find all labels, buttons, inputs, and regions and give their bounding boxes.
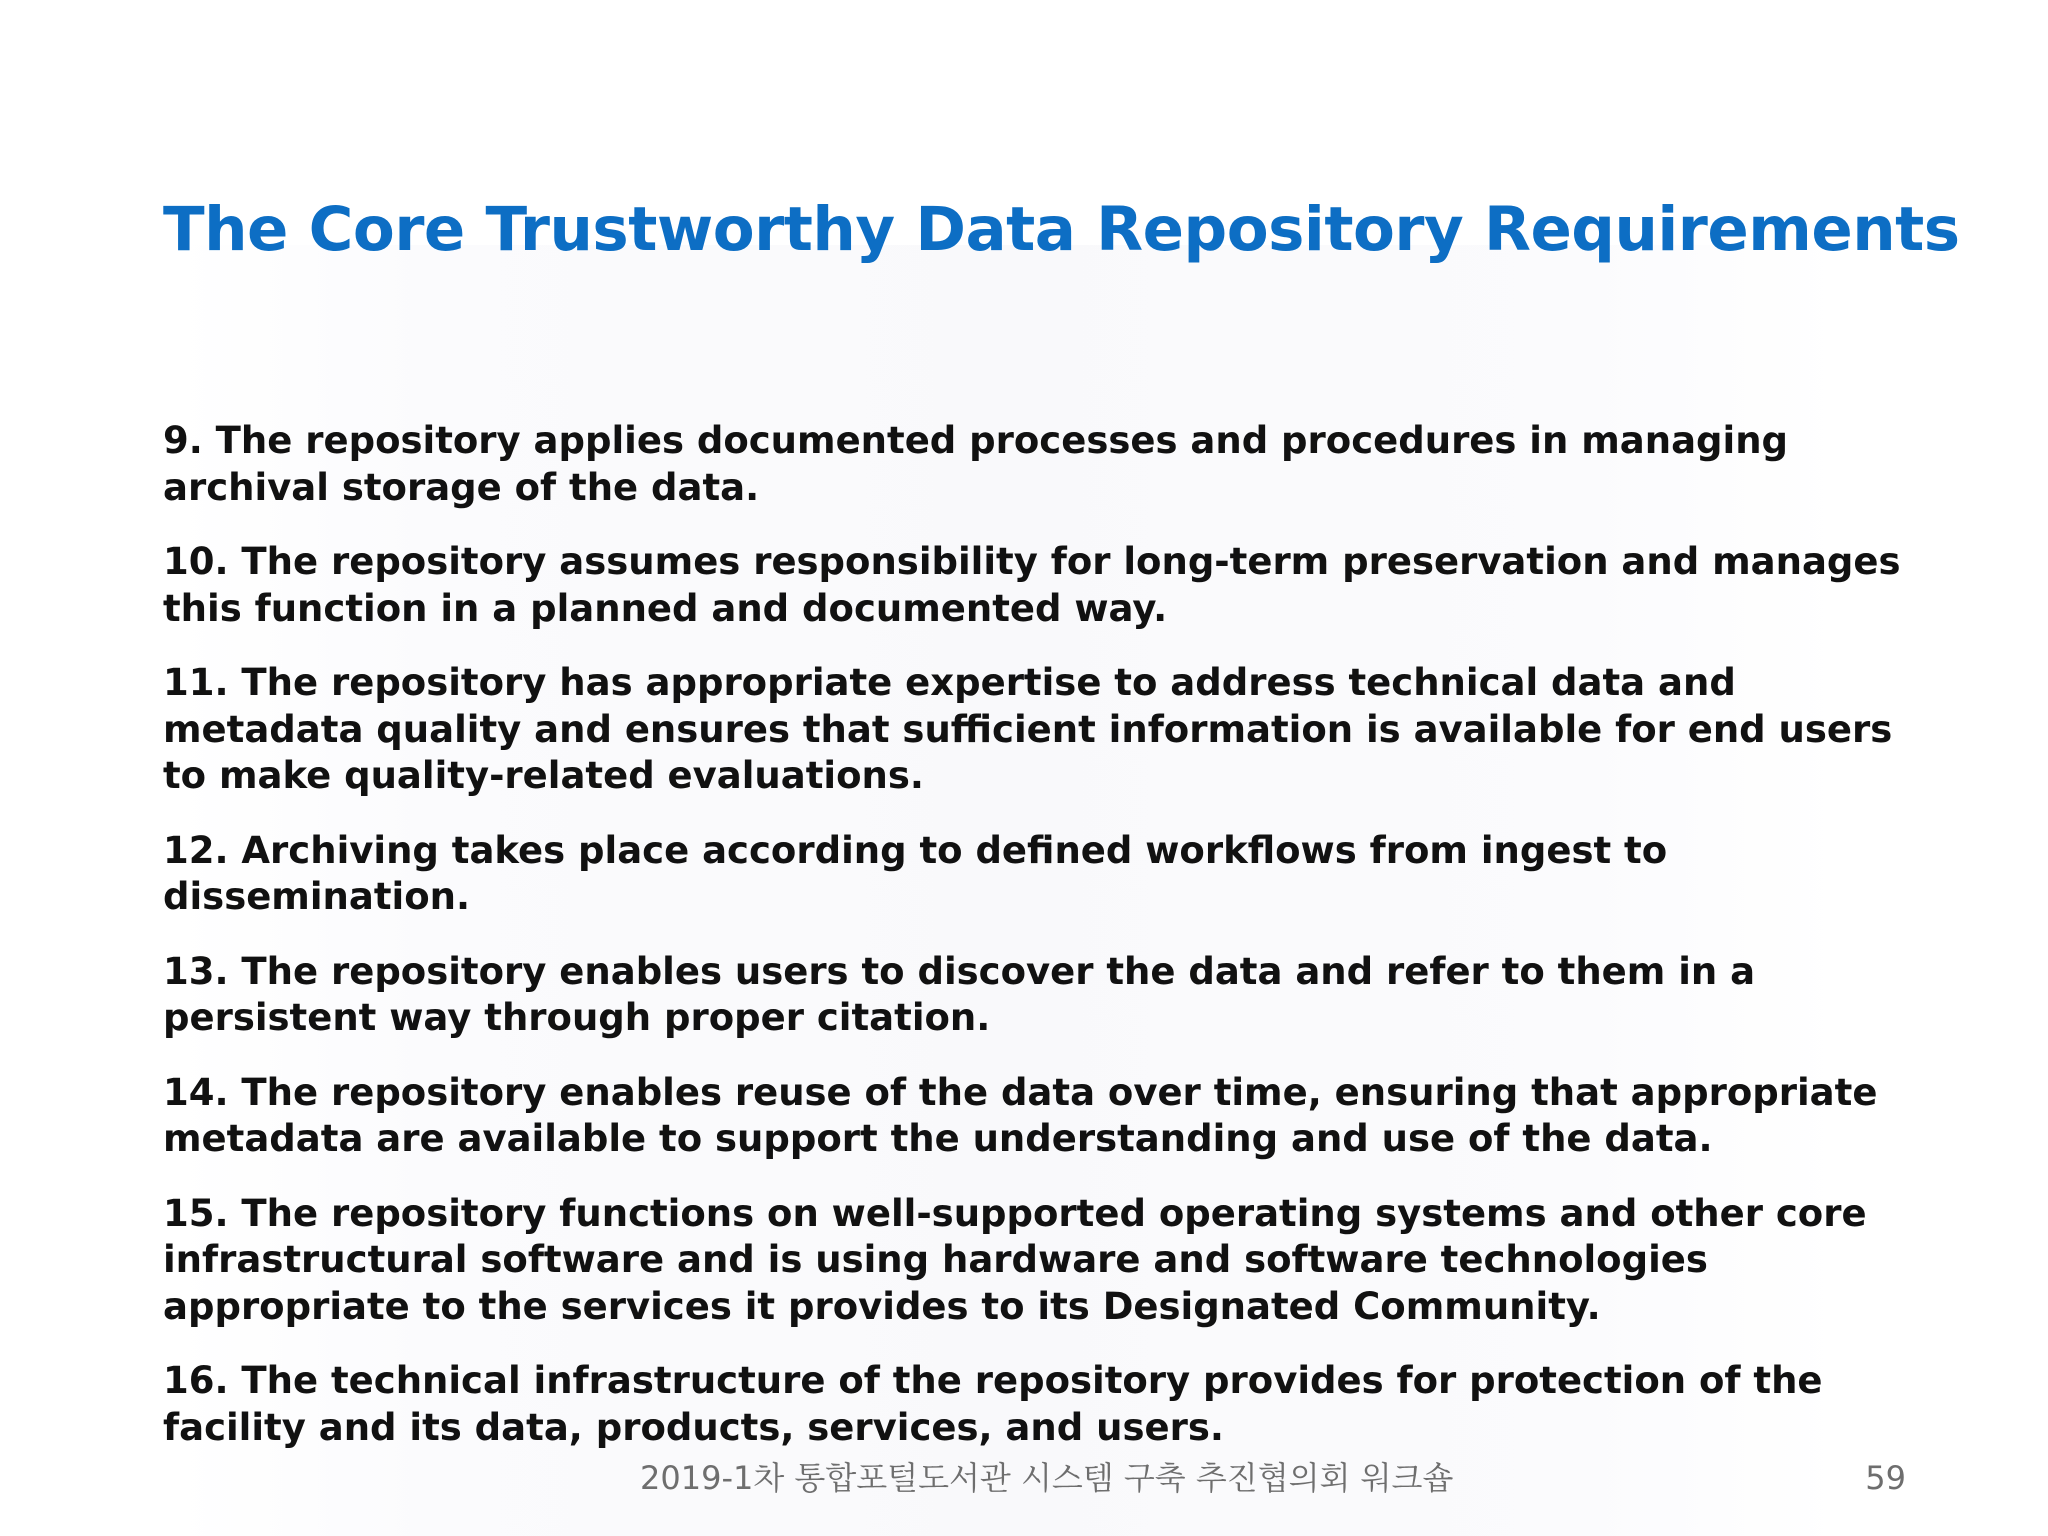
- requirement-13: 13. The repository enables users to discover the data and refer to them in a persistent way through proper citation.: [163, 949, 1756, 1039]
- slide-footer: [0, 1453, 2048, 1503]
- requirements-list: [163, 418, 1903, 1479]
- requirement-15: 15. The repository functions on well-supported operating systems and other core infrastructural software and is using hardware and software technologies appropriate to the services it provides to its Designated Community.: [163, 1191, 1867, 1328]
- footer-text: 2019-1차 통합포털도서관 시스템 구축 추진협의회 워크숍: [640, 1459, 1454, 1497]
- requirement-10: 10. The repository assumes responsibility for long-term preservation and manages this function in a planned and documented way.: [163, 540, 1901, 630]
- requirement-12: 12. Archiving takes place according to defined workflows from ingest to dissemination.: [163, 828, 1668, 918]
- requirement-11: 11. The repository has appropriate expertise to address technical data and metadata quality and ensures that sufficient information is available for end users to make quality-related evaluations.: [163, 661, 1893, 797]
- slide-title: The Core Trustworthy Data Repository Requirements: [163, 194, 1960, 265]
- requirement-14: 14. The repository enables reuse of the data over time, ensuring that appropriate metadata are available to support the understanding and use of the data.: [163, 1070, 1878, 1160]
- page-number: 59: [1865, 1459, 1906, 1497]
- requirement-9: 9. The repository applies documented processes and procedures in managing archival storage of the data.: [163, 419, 1789, 509]
- requirement-16: 16. The technical infrastructure of the repository provides for protection of the facility and its data, products, services, and users.: [163, 1359, 1823, 1449]
